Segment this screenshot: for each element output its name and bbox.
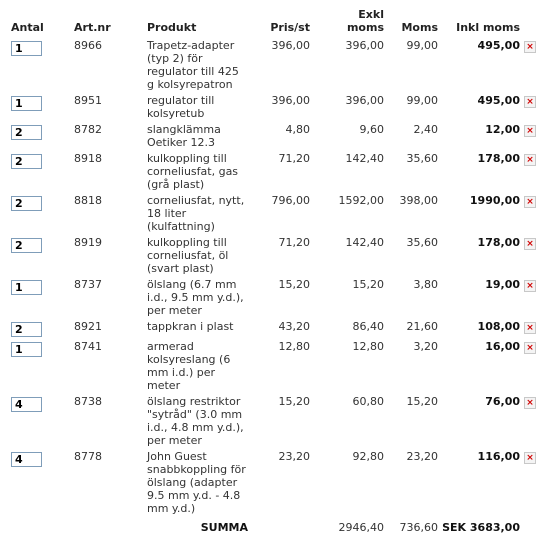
header-produkt: Produkt bbox=[147, 21, 197, 34]
inkl-moms-cell: 1990,00 bbox=[469, 194, 520, 207]
table-row bbox=[0, 36, 546, 91]
qty-cell bbox=[0, 275, 74, 317]
qty-cell bbox=[0, 91, 74, 120]
price-cell: 396,00 bbox=[271, 39, 310, 52]
header-antal: Antal bbox=[11, 21, 44, 34]
moms-cell: 99,00 bbox=[406, 39, 438, 52]
inkl-moms-cell: 495,00 bbox=[477, 94, 520, 107]
price-cell: 71,20 bbox=[278, 236, 310, 249]
table-row bbox=[0, 91, 546, 120]
qty-cell bbox=[0, 317, 74, 337]
moms-cell: 21,60 bbox=[406, 320, 438, 333]
delete-icon[interactable]: × bbox=[524, 96, 536, 108]
delete-cell bbox=[520, 337, 546, 392]
price-cell: 23,20 bbox=[278, 450, 310, 463]
price-cell: 4,80 bbox=[285, 123, 310, 136]
artnr-cell: 8951 bbox=[74, 94, 102, 107]
delete-cell bbox=[520, 149, 546, 191]
moms-cell: 35,60 bbox=[406, 152, 438, 165]
artnr-cell: 8921 bbox=[74, 320, 102, 333]
moms-cell: 23,20 bbox=[406, 450, 438, 463]
price-cell: 396,00 bbox=[271, 94, 310, 107]
delete-cell bbox=[520, 91, 546, 120]
delete-icon[interactable]: × bbox=[524, 154, 536, 166]
price-cell: 796,00 bbox=[271, 194, 310, 207]
quantity-input[interactable] bbox=[11, 238, 42, 253]
artnr-cell: 8919 bbox=[74, 236, 102, 249]
product-name: ölslang restriktor "sytråd" (3.0 mm i.d., 4.8 mm y.d.), per meter bbox=[147, 395, 244, 447]
price-cell: 71,20 bbox=[278, 152, 310, 165]
exkl-moms-cell: 15,20 bbox=[352, 278, 384, 291]
qty-cell bbox=[0, 191, 74, 233]
delete-icon[interactable]: × bbox=[524, 452, 536, 464]
summa-label: SUMMA bbox=[200, 521, 248, 534]
exkl-moms-cell: 142,40 bbox=[345, 236, 384, 249]
summa-moms: 736,60 bbox=[399, 521, 438, 534]
table-row bbox=[0, 191, 546, 233]
cart-rows bbox=[0, 36, 546, 515]
product-name: ölslang (6.7 mm i.d., 9.5 mm y.d.), per meter bbox=[147, 278, 244, 317]
header-row bbox=[0, 0, 546, 36]
summa-inkl: SEK 3683,00 bbox=[442, 521, 520, 534]
inkl-moms-cell: 108,00 bbox=[477, 320, 520, 333]
qty-cell bbox=[0, 392, 74, 447]
table-row bbox=[0, 275, 546, 317]
summa-exkl: 2946,40 bbox=[338, 521, 384, 534]
exkl-moms-cell: 12,80 bbox=[352, 340, 384, 353]
header-moms: Moms bbox=[401, 21, 438, 34]
delete-icon[interactable]: × bbox=[524, 280, 536, 292]
exkl-moms-cell: 1592,00 bbox=[338, 194, 384, 207]
product-name: armerad kolsyreslang (6 mm i.d.) per meter bbox=[147, 340, 231, 392]
moms-cell: 3,20 bbox=[413, 340, 438, 353]
product-name: slangklämma Oetiker 12.3 bbox=[147, 123, 221, 149]
table-row bbox=[0, 317, 546, 337]
inkl-moms-cell: 495,00 bbox=[477, 39, 520, 52]
header-pris: Pris/st bbox=[270, 21, 310, 34]
exkl-moms-cell: 396,00 bbox=[345, 94, 384, 107]
price-cell: 12,80 bbox=[278, 340, 310, 353]
delete-cell bbox=[520, 447, 546, 515]
inkl-moms-cell: 16,00 bbox=[485, 340, 520, 353]
artnr-cell: 8918 bbox=[74, 152, 102, 165]
qty-cell bbox=[0, 447, 74, 515]
header-exkl-line2: moms bbox=[346, 21, 384, 34]
artnr-cell: 8782 bbox=[74, 123, 102, 136]
exkl-moms-cell: 9,60 bbox=[359, 123, 384, 136]
delete-cell bbox=[520, 191, 546, 233]
qty-cell bbox=[0, 233, 74, 275]
moms-cell: 398,00 bbox=[399, 194, 438, 207]
inkl-moms-cell: 178,00 bbox=[477, 236, 520, 249]
moms-cell: 2,40 bbox=[413, 123, 438, 136]
product-name: kulkoppling till corneliusfat, gas (grå plast) bbox=[147, 152, 239, 191]
quantity-input[interactable] bbox=[11, 342, 42, 357]
qty-cell bbox=[0, 120, 74, 149]
qty-cell bbox=[0, 149, 74, 191]
artnr-cell: 8737 bbox=[74, 278, 102, 291]
delete-icon[interactable]: × bbox=[524, 397, 536, 409]
delete-icon[interactable]: × bbox=[524, 41, 536, 53]
moms-cell: 3,80 bbox=[413, 278, 438, 291]
artnr-cell: 8778 bbox=[74, 450, 102, 463]
exkl-moms-cell: 142,40 bbox=[345, 152, 384, 165]
price-cell: 15,20 bbox=[278, 395, 310, 408]
qty-cell bbox=[0, 337, 74, 392]
product-name: John Guest snabbkoppling för ölslang (adapter 9.5 mm y.d. - 4.8 mm y.d.) bbox=[147, 450, 246, 515]
product-name: tappkran i plast bbox=[147, 320, 234, 333]
delete-cell bbox=[520, 392, 546, 447]
product-name: regulator till kolsyretub bbox=[147, 94, 215, 120]
delete-cell bbox=[520, 120, 546, 149]
delete-icon[interactable]: × bbox=[524, 125, 536, 137]
artnr-cell: 8818 bbox=[74, 194, 102, 207]
delete-cell bbox=[520, 275, 546, 317]
inkl-moms-cell: 12,00 bbox=[485, 123, 520, 136]
delete-icon[interactable]: × bbox=[524, 196, 536, 208]
inkl-moms-cell: 19,00 bbox=[485, 278, 520, 291]
delete-icon[interactable]: × bbox=[524, 322, 536, 334]
exkl-moms-cell: 92,80 bbox=[352, 450, 384, 463]
product-name: Trapetz-adapter (typ 2) för regulator till 425 g kolsyrepatron bbox=[147, 39, 239, 91]
quantity-input[interactable] bbox=[11, 322, 42, 337]
delete-cell bbox=[520, 233, 546, 275]
quantity-input[interactable] bbox=[11, 280, 42, 295]
table-row bbox=[0, 337, 546, 392]
header-artnr: Art.nr bbox=[74, 21, 111, 34]
inkl-moms-cell: 178,00 bbox=[477, 152, 520, 165]
summa-row bbox=[0, 515, 546, 534]
delete-cell bbox=[520, 36, 546, 91]
table-row bbox=[0, 447, 546, 515]
price-cell: 43,20 bbox=[278, 320, 310, 333]
quantity-input[interactable] bbox=[11, 125, 42, 140]
moms-cell: 99,00 bbox=[406, 94, 438, 107]
header-exkl-moms bbox=[310, 0, 384, 36]
table-row bbox=[0, 233, 546, 275]
quantity-input[interactable] bbox=[11, 397, 42, 412]
table-row bbox=[0, 120, 546, 149]
quantity-input[interactable] bbox=[11, 452, 42, 467]
artnr-cell: 8738 bbox=[74, 395, 102, 408]
exkl-moms-cell: 60,80 bbox=[352, 395, 384, 408]
inkl-moms-cell: 116,00 bbox=[477, 450, 520, 463]
artnr-cell: 8966 bbox=[74, 39, 102, 52]
delete-cell bbox=[520, 317, 546, 337]
header-delete bbox=[520, 0, 546, 36]
product-name: corneliusfat, nytt, 18 liter (kulfattning) bbox=[147, 194, 245, 233]
table-row bbox=[0, 149, 546, 191]
price-cell: 15,20 bbox=[278, 278, 310, 291]
artnr-cell: 8741 bbox=[74, 340, 102, 353]
delete-icon[interactable]: × bbox=[524, 342, 536, 354]
moms-cell: 35,60 bbox=[406, 236, 438, 249]
delete-icon[interactable]: × bbox=[524, 238, 536, 250]
quantity-input[interactable] bbox=[11, 196, 42, 211]
header-inkl-moms: Inkl moms bbox=[456, 21, 520, 34]
qty-cell bbox=[0, 36, 74, 91]
exkl-moms-cell: 396,00 bbox=[345, 39, 384, 52]
inkl-moms-cell: 76,00 bbox=[485, 395, 520, 408]
moms-cell: 15,20 bbox=[406, 395, 438, 408]
product-name: kulkoppling till corneliusfat, öl (svart plast) bbox=[147, 236, 229, 275]
quantity-input[interactable] bbox=[11, 41, 42, 56]
quantity-input[interactable] bbox=[11, 96, 42, 111]
header-exkl-line1: Exkl bbox=[358, 8, 384, 21]
quantity-input[interactable] bbox=[11, 154, 42, 169]
table-row bbox=[0, 392, 546, 447]
exkl-moms-cell: 86,40 bbox=[352, 320, 384, 333]
